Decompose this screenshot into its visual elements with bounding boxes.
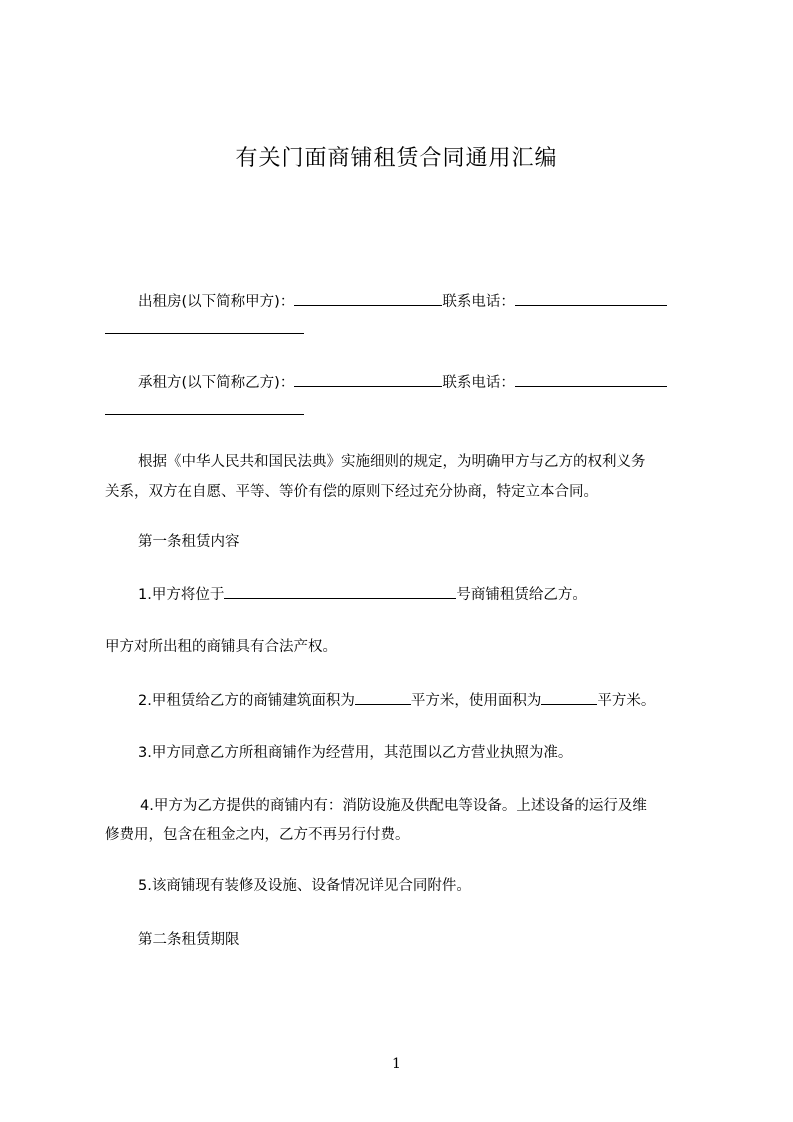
lessee-phone-blank-continued[interactable]: [105, 414, 304, 415]
item2-text-b: 平方米，使用面积为: [410, 693, 542, 709]
item1-prefix: 1.甲方将位于: [138, 587, 225, 603]
item2-text-a: 2.甲租赁给乙方的商铺建筑面积为: [138, 693, 355, 709]
lessor-name-blank[interactable]: [294, 291, 442, 306]
article1-item1: [138, 584, 705, 605]
lessor-label: 出租房(以下简称甲方)：: [138, 294, 295, 310]
ownership-statement: 甲方对所出租的商铺具有合法产权。: [105, 639, 337, 655]
lessee-phone-blank[interactable]: [515, 372, 667, 387]
article1-item3: 3.甲方同意乙方所租商铺作为经营用，其范围以乙方营业执照为准。: [138, 745, 573, 761]
lessor-phone-blank-continued[interactable]: [105, 333, 304, 334]
document-title: 有关门面商铺租赁合同通用汇编: [235, 146, 558, 171]
lessor-line: [138, 291, 705, 312]
intro-line-2: 关系，双方在自愿、平等、等价有偿的原则下经过充分协商，特定立本合同。: [105, 484, 598, 500]
lessee-label: 承租方(以下简称乙方)：: [138, 375, 295, 391]
lessor-phone-label: 联系电话：: [442, 294, 515, 310]
article2-heading: 第二条租赁期限: [138, 932, 240, 948]
lessee-line: [138, 372, 705, 393]
article1-item4-line-1: 4.甲方为乙方提供的商铺内有：消防设施及供配电等设备。上述设备的运行及维: [140, 798, 647, 814]
page-number: 1: [392, 1056, 401, 1072]
article1-item2: [138, 690, 705, 711]
article1-item4-line-2: 修费用，包含在租金之内，乙方不再另行付费。: [105, 827, 410, 843]
article1-item5: 5.该商铺现有装修及设施、设备情况详见合同附件。: [138, 878, 471, 894]
item1-suffix: 号商铺租赁给乙方。: [456, 587, 587, 603]
article1-heading: 第一条租赁内容: [138, 534, 240, 550]
lessor-phone-blank[interactable]: [515, 291, 667, 306]
lessee-phone-label: 联系电话：: [442, 375, 515, 391]
intro-line-1: 根据《中华人民共和国民法典》实施细则的规定，为明确甲方与乙方的权利义务: [138, 454, 646, 470]
item2-text-c: 平方米。: [597, 693, 656, 709]
building-area-blank[interactable]: [355, 690, 411, 705]
lessee-name-blank[interactable]: [294, 372, 442, 387]
shop-location-blank[interactable]: [224, 584, 456, 599]
usable-area-blank[interactable]: [541, 690, 597, 705]
